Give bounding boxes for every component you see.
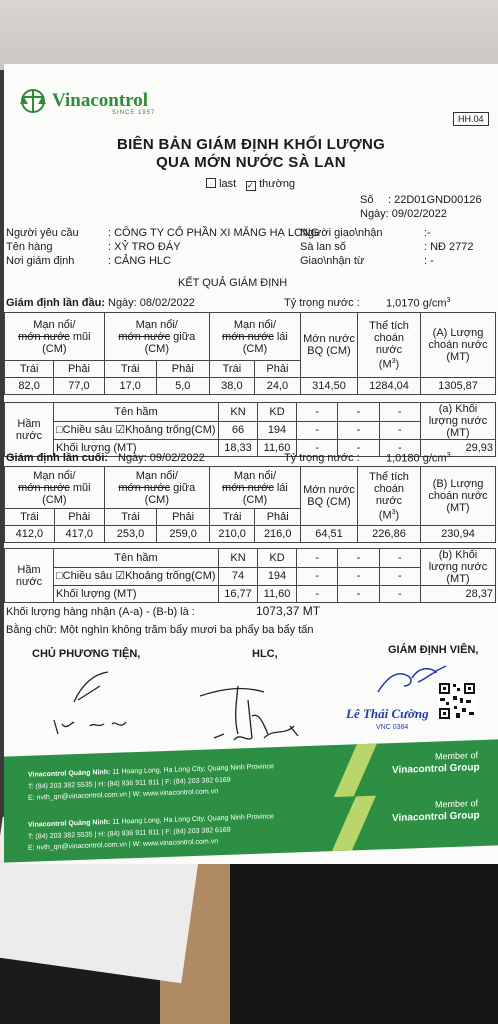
checkbox-last-label: last bbox=[219, 178, 237, 190]
owner-signature-icon bbox=[34, 664, 134, 744]
first-draft-table: Mạn nổi/ mớn nước mũi (CM) Mạn nổi/ mớn nước giữa (CM) Mạn nổi/ mớn nước lái (CM) Mớn nước BQ (CM) Thể tích choán nước $(M^3)$ (A) Lượng choán nước (MT) Trái Phải Trái Phải Trái Phải 82,0 77,0 17,0 5,0 38,0 24,0 314,50 1284,04 1305,87 bbox=[4, 312, 496, 395]
scale-logo-icon bbox=[16, 88, 50, 114]
footer-phones: T: (84) 203 382 5535 | H: (84) 936 911 811 | F: (84) 203 382 6169 bbox=[28, 776, 231, 791]
footer-group: Vinacontrol Group bbox=[392, 762, 480, 777]
footer-member-of: Member of bbox=[434, 750, 478, 762]
deliverer-value: :- bbox=[424, 227, 431, 239]
title-line1: BIÊN BẢN GIÁM ĐỊNH KHỐI LƯỢNG bbox=[116, 136, 386, 153]
checkbox-normal bbox=[246, 178, 295, 191]
empty-checkbox-icon bbox=[206, 178, 216, 188]
checked-checkbox-icon: ✓ bbox=[246, 181, 256, 191]
so-label: Số bbox=[360, 194, 374, 206]
doc-code: HH.04 bbox=[453, 112, 489, 126]
footer-member-of-2: Member of bbox=[434, 798, 478, 810]
last-tank-table: Hầm nước Tên hầm KN KD - - - (b) Khối lượng nước (MT) □Chiều sâu ☑Khoảng trống(CM) 74 194 - - - Khối lượng (MT) 16,77 11,60 - - - 28,37 bbox=[4, 548, 496, 603]
footer-company-2: Vinacontrol Quảng Ninh: bbox=[28, 818, 111, 829]
footer-address-2: 11 Hoang Long, Ha Long City, Quang Ninh Province bbox=[110, 813, 274, 826]
goods-label: Tên hàng bbox=[6, 241, 53, 253]
footer-group-2: Vinacontrol Group bbox=[392, 810, 480, 825]
received-weight-value: 1073,37 MT bbox=[256, 604, 321, 618]
ngay-label: Ngày: 09/02/2022 bbox=[360, 208, 447, 220]
requester-label: Người yêu cầu bbox=[6, 227, 79, 239]
last-draft-table: Mạn nổi/ mớn nước mũi (CM) Mạn nổi/ mớn nước giữa (CM) Mạn nổi/ mớn nước lái (CM) Mớn nước BQ (CM) Thể tích choán nước $(M^3)$ (B) Lượng choán nước (MT) Trái Phải Trái Phải Trái Phải 412,0 417,0 253,0 259,0 210,0 216,0 64,51 226,86 230,94 bbox=[4, 466, 496, 543]
last-density-label: Tỷ trọng nước : bbox=[284, 452, 360, 464]
first-tank-table: Hầm nước Tên hầm KN KD - - - (a) Khối lượng nước (MT) □Chiều sâu ☑Khoảng trống(CM) 66 194 - - - Khối lượng (MT) 18,33 11,60 - - - 29,93 bbox=[4, 402, 496, 457]
results-heading: KẾT QUẢ GIÁM ĐỊNH bbox=[178, 277, 288, 289]
inspector-name: Lê Thái Cường bbox=[346, 706, 429, 721]
barge-label: Sà lan số bbox=[300, 241, 346, 253]
logo-name: Vinacontrol bbox=[52, 90, 149, 111]
goods-value: : XỶ TRO ĐÁY bbox=[108, 241, 181, 253]
last-survey-label: Giám định lần cuối: bbox=[6, 452, 109, 464]
first-survey-label: Giám định lần đầu: bbox=[6, 297, 106, 309]
first-survey-date: Ngày: 08/02/2022 bbox=[108, 297, 195, 309]
first-density-label: Tỷ trọng nước : bbox=[284, 297, 360, 309]
amount-in-words: Bằng chữ: Một nghìn không trăm bẩy mươi ba phẩy ba bẩy tấn bbox=[6, 624, 314, 636]
hlc-signature-title: HLC, bbox=[252, 648, 278, 660]
background-top bbox=[0, 0, 498, 70]
footer-email-2: E: nvth_qn@vinacontrol.com.vn | W: www.vinacontrol.com.vn bbox=[28, 838, 219, 852]
footer-email: E: nvth_qn@vinacontrol.com.vn | W: www.vinacontrol.com.vn bbox=[28, 788, 219, 802]
footer-company: Vinacontrol Quảng Ninh: bbox=[28, 768, 111, 779]
requester-value: : CÔNG TY CỔ PHẦN XI MĂNG HẠ LONG bbox=[108, 227, 320, 239]
footer-accent-stripe-2 bbox=[332, 796, 376, 852]
first-density: 1,0170 $g/cm^3$ bbox=[386, 297, 451, 310]
last-density: 1,0180 $g/cm^3$ bbox=[386, 452, 451, 465]
last-survey-date: Ngày: 09/02/2022 bbox=[118, 452, 205, 464]
from-value: : - bbox=[424, 255, 434, 267]
black-cloth bbox=[230, 860, 498, 1024]
checkbox-normal-label: thường bbox=[259, 178, 296, 190]
so-value: : 22D01GND00126 bbox=[388, 194, 482, 206]
deliverer-label: Người giao\nhận bbox=[300, 227, 383, 239]
from-label: Giao\nhận từ bbox=[300, 255, 365, 267]
barge-value: : NĐ 2772 bbox=[424, 241, 474, 253]
received-weight-label: Khối lượng hàng nhận (A-a) - (B-b) là : bbox=[6, 606, 195, 618]
footer-address: 11 Hoang Long, Ha Long City, Quang Ninh Province bbox=[110, 763, 274, 776]
place-value: : CẢNG HLC bbox=[108, 255, 171, 267]
inspector-code: VNC 0384 bbox=[376, 724, 409, 731]
title-line2: QUA MỚN NƯỚC SÀ LAN bbox=[156, 154, 346, 171]
footer-accent-stripe bbox=[331, 744, 377, 804]
place-label: Nơi giám định bbox=[6, 255, 75, 267]
logo-since: SINCE 1957 bbox=[112, 110, 156, 116]
checkbox-last bbox=[206, 178, 236, 190]
footer-phones-2: T: (84) 203 382 5535 | H: (84) 936 911 811 | F: (84) 203 382 6169 bbox=[28, 826, 231, 841]
hlc-signature-icon bbox=[194, 676, 314, 752]
owner-signature-title: CHỦ PHƯƠNG TIỆN, bbox=[32, 648, 141, 660]
inspector-signature-title: GIÁM ĐỊNH VIÊN, bbox=[388, 644, 479, 656]
qr-code-icon bbox=[438, 682, 476, 720]
